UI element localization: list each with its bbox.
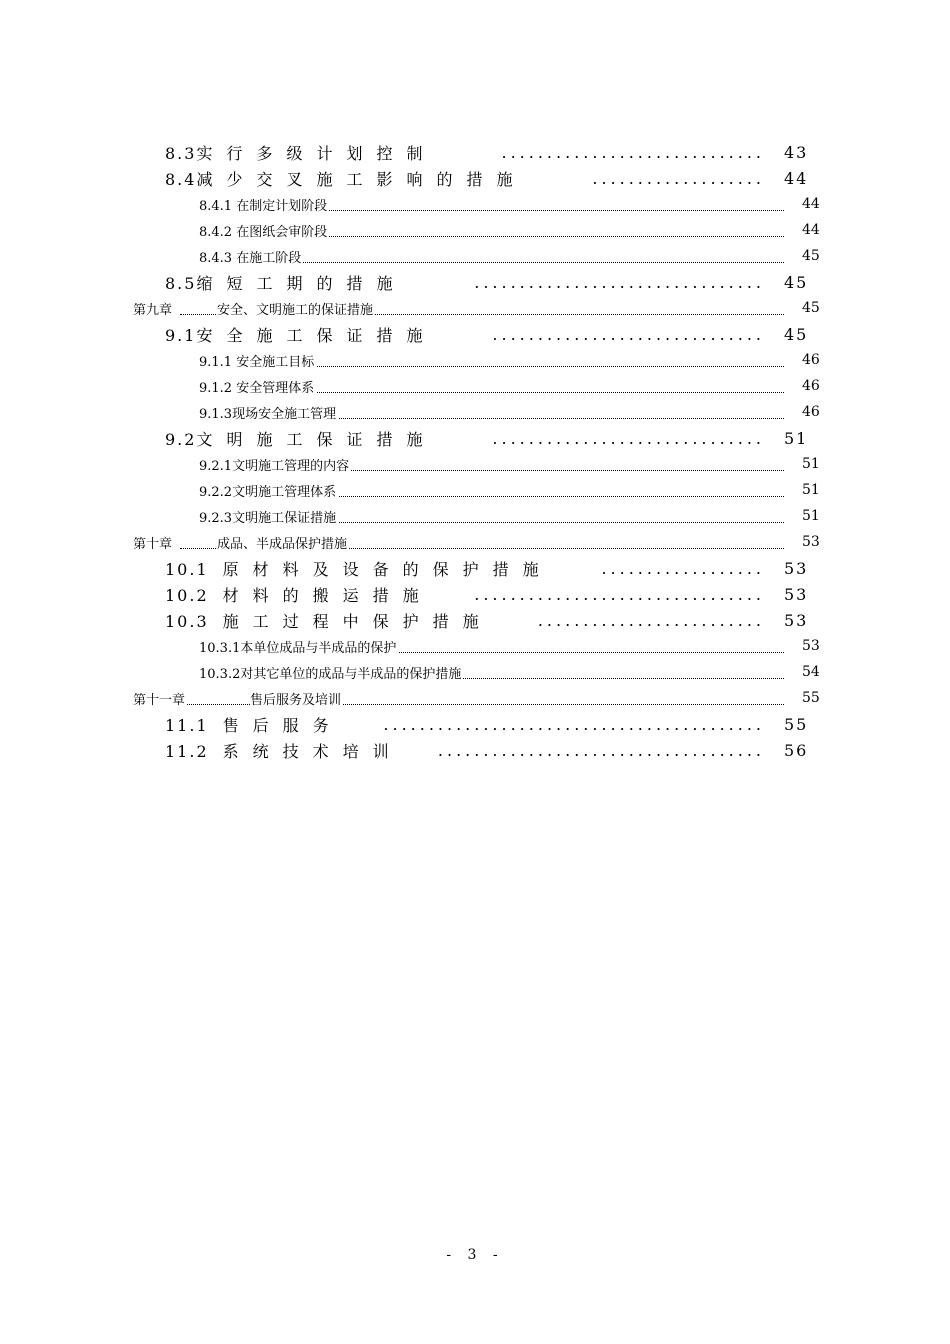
- page-ref: 55: [802, 690, 820, 706]
- toc-entry[interactable]: [0, 269, 950, 295]
- toc-entry[interactable]: [0, 581, 950, 607]
- page-number: - 3 -: [446, 1247, 504, 1263]
- subsection-title: 9.1.3现场安全施工管理: [199, 403, 338, 422]
- dot-leader: ................................: [474, 272, 765, 292]
- page-ref: 53: [784, 558, 809, 578]
- section-title: 原材料及设备的保护措施: [222, 559, 553, 579]
- dot-leader: [240, 248, 784, 263]
- chapter-title: 售后服务及培训: [250, 689, 343, 708]
- dot-leader: [240, 378, 784, 393]
- toc-entry[interactable]: [0, 295, 950, 321]
- toc-entry[interactable]: [0, 503, 950, 529]
- toc-entry[interactable]: [0, 737, 950, 763]
- section-title: 安全施工保证措施: [196, 325, 437, 345]
- dot-leader: .............................: [501, 142, 765, 162]
- toc-entry[interactable]: [0, 139, 950, 165]
- page-ref: 51: [802, 456, 820, 472]
- page-ref: 45: [784, 324, 809, 344]
- dot-leader: ..............................: [492, 324, 765, 344]
- dot-leader: ..................: [601, 558, 765, 578]
- subsection-title: 8.4.1 在制定计划阶段: [199, 195, 329, 214]
- section-title: 减少交叉施工影响的措施: [196, 169, 527, 189]
- page-ref: 44: [802, 222, 820, 238]
- toc-entry[interactable]: [0, 477, 950, 503]
- dot-leader: [240, 352, 784, 367]
- page-ref: 45: [784, 272, 809, 292]
- page-ref: 44: [802, 196, 820, 212]
- page-ref: 43: [784, 142, 809, 162]
- toc-entry-title: [165, 323, 436, 346]
- toc-entry[interactable]: [0, 529, 950, 555]
- toc-entry-title: [165, 713, 343, 736]
- toc-entry[interactable]: [0, 243, 950, 269]
- section-number: 10.3: [165, 611, 209, 631]
- dot-leader: ..........................................: [383, 714, 765, 734]
- toc-entry[interactable]: [0, 347, 950, 373]
- subsection-title: 9.2.1文明施工管理的内容: [199, 455, 351, 474]
- subsection-title: 8.4.3 在施工阶段: [199, 247, 303, 266]
- toc-entry[interactable]: [0, 633, 950, 659]
- toc-entry[interactable]: [0, 217, 950, 243]
- toc-entry-title: [165, 141, 436, 164]
- section-number: 10.2: [165, 585, 209, 605]
- toc-entry-title: [165, 557, 553, 580]
- section-title: 售后服务: [222, 715, 343, 735]
- page-ref: 45: [802, 300, 820, 316]
- page-ref: 55: [784, 714, 809, 734]
- dot-leader: .........................: [537, 610, 765, 630]
- subsection-title: 8.4.2 在图纸会审阶段: [199, 221, 329, 240]
- dot-leader: ....................................: [437, 740, 765, 760]
- page-ref: 44: [784, 168, 809, 188]
- subsection-title: 10.3.1本单位成品与半成品的保护: [199, 637, 398, 656]
- toc-entry[interactable]: [0, 607, 950, 633]
- subsection-title: 9.2.2文明施工管理体系: [199, 481, 338, 500]
- page-ref: 46: [802, 404, 820, 420]
- subsection-title: 9.2.3文明施工保证措施: [199, 507, 338, 526]
- toc-entry[interactable]: [0, 191, 950, 217]
- section-number: 11.1: [165, 715, 209, 735]
- page-ref: 51: [784, 428, 809, 448]
- toc-entry[interactable]: [0, 555, 950, 581]
- page-ref: 51: [802, 508, 820, 524]
- chapter-label: 第十一章: [133, 689, 187, 708]
- chapter-title: 成品、半成品保护措施: [217, 533, 349, 552]
- dot-leader: ...................: [592, 168, 765, 188]
- page-ref: 51: [802, 482, 820, 498]
- section-title: 缩短工期的措施: [196, 273, 407, 293]
- section-number: 9.2: [165, 429, 197, 449]
- page-ref: 46: [802, 352, 820, 368]
- toc-entry[interactable]: [0, 451, 950, 477]
- toc-entry-title: [165, 167, 526, 190]
- section-number: 8.4: [165, 169, 197, 189]
- dot-leader: ..............................: [492, 428, 765, 448]
- page-ref: 54: [802, 664, 820, 680]
- section-title: 文明施工保证措施: [196, 429, 437, 449]
- section-number: 10.1: [165, 559, 209, 579]
- chapter-label: 第十章: [133, 533, 174, 552]
- section-title: 系统技术培训: [222, 741, 403, 761]
- toc-entry[interactable]: [0, 373, 950, 399]
- toc-entry[interactable]: [0, 425, 950, 451]
- toc-entry[interactable]: [0, 321, 950, 347]
- section-number: 8.5: [165, 273, 197, 293]
- subsection-title: 9.1.1 安全施工目标: [199, 351, 316, 370]
- toc-entry-title: [165, 739, 403, 762]
- page-ref: 53: [802, 534, 820, 550]
- toc-entry-title: [165, 271, 406, 294]
- page-ref: 46: [802, 378, 820, 394]
- page-ref: 53: [802, 638, 820, 654]
- toc-entry[interactable]: [0, 399, 950, 425]
- page-ref: 56: [784, 740, 809, 760]
- toc-entry-title: [165, 609, 493, 632]
- section-number: 8.3: [165, 143, 197, 163]
- toc-entry[interactable]: [0, 165, 950, 191]
- section-number: 11.2: [165, 741, 209, 761]
- page-ref: 53: [784, 610, 809, 630]
- section-title: 施工过程中保护措施: [222, 611, 493, 631]
- toc-entry-title: [165, 583, 433, 606]
- section-title: 材料的搬运措施: [222, 585, 433, 605]
- dot-leader: ................................: [474, 584, 765, 604]
- toc-entry[interactable]: [0, 685, 950, 711]
- toc-entry[interactable]: [0, 711, 950, 737]
- subsection-title: 10.3.2对其它单位的成品与半成品的保护措施: [199, 663, 463, 682]
- chapter-label: 第九章: [133, 299, 174, 318]
- page-ref: 53: [784, 584, 809, 604]
- section-number: 9.1: [165, 325, 197, 345]
- subsection-title: 9.1.2 安全管理体系: [199, 377, 316, 396]
- toc-entry[interactable]: [0, 659, 950, 685]
- page-ref: 45: [802, 248, 820, 264]
- table-of-contents: [0, 139, 950, 763]
- chapter-title: 安全、文明施工的保证措施: [217, 299, 375, 318]
- toc-entry-title: [165, 427, 436, 450]
- section-title: 实行多级计划控制: [196, 143, 437, 163]
